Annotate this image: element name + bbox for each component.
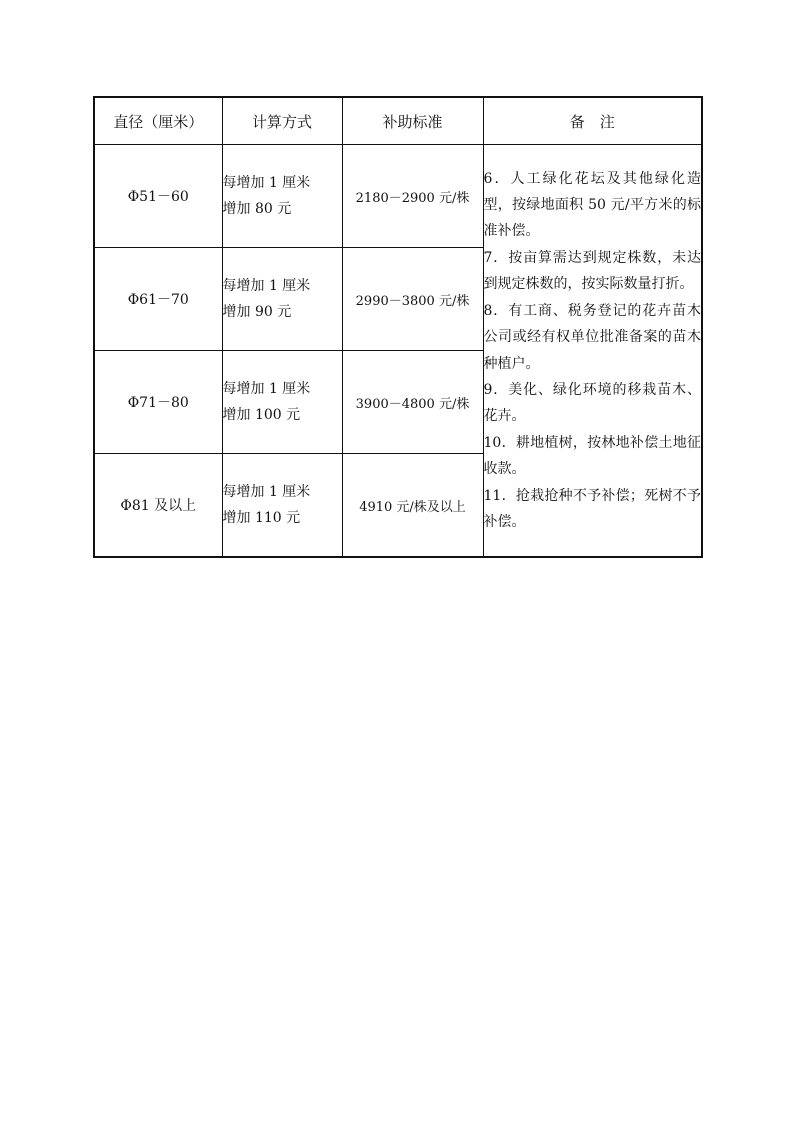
method-line: 增加 100 元 bbox=[222, 407, 301, 423]
method-line: 增加 80 元 bbox=[222, 201, 292, 217]
remarks-cell bbox=[483, 145, 702, 558]
diameter-cell: Φ71－80 bbox=[94, 351, 222, 454]
method-line: 每增加 1 厘米 bbox=[222, 175, 311, 191]
header-standard: 补助标准 bbox=[342, 97, 483, 145]
remark-item: 7．按亩算需达到规定株数，未达到规定株数的，按实际数量打折。 bbox=[483, 249, 701, 293]
table-row bbox=[94, 145, 702, 248]
method-cell bbox=[222, 351, 342, 454]
method-line: 增加 110 元 bbox=[222, 510, 301, 526]
header-diameter: 直径（厘米） bbox=[94, 97, 222, 145]
remark-item: 9．美化、绿化环境的移栽苗木、花卉。 bbox=[483, 381, 701, 425]
method-line: 每增加 1 厘米 bbox=[222, 484, 311, 500]
method-line: 增加 90 元 bbox=[222, 304, 292, 320]
diameter-cell: Φ81 及以上 bbox=[94, 454, 222, 558]
method-cell bbox=[222, 454, 342, 558]
remark-item: 6．人工绿化花坛及其他绿化造型，按绿地面积 50 元/平方米的标准补偿。 bbox=[483, 170, 701, 240]
header-method: 计算方式 bbox=[222, 97, 342, 145]
standard-cell: 2990－3800 元/株 bbox=[342, 248, 483, 351]
subsidy-table bbox=[93, 96, 703, 558]
method-cell bbox=[222, 248, 342, 351]
table-header-row bbox=[94, 97, 702, 145]
diameter-cell: Φ61－70 bbox=[94, 248, 222, 351]
diameter-cell: Φ51－60 bbox=[94, 145, 222, 248]
method-line: 每增加 1 厘米 bbox=[222, 381, 311, 397]
method-cell bbox=[222, 145, 342, 248]
standard-cell: 4910 元/株及以上 bbox=[342, 454, 483, 558]
header-remarks: 备 注 bbox=[483, 97, 702, 145]
standard-cell: 2180－2900 元/株 bbox=[342, 145, 483, 248]
remark-item: 8．有工商、税务登记的花卉苗木公司或经有权单位批准备案的苗木种植户。 bbox=[483, 302, 701, 372]
remark-item: 10．耕地植树，按林地补偿土地征收款。 bbox=[483, 434, 701, 478]
method-line: 每增加 1 厘米 bbox=[222, 278, 311, 294]
standard-cell: 3900－4800 元/株 bbox=[342, 351, 483, 454]
remark-item: 11．抢栽抢种不予补偿；死树不予补偿。 bbox=[483, 487, 701, 530]
